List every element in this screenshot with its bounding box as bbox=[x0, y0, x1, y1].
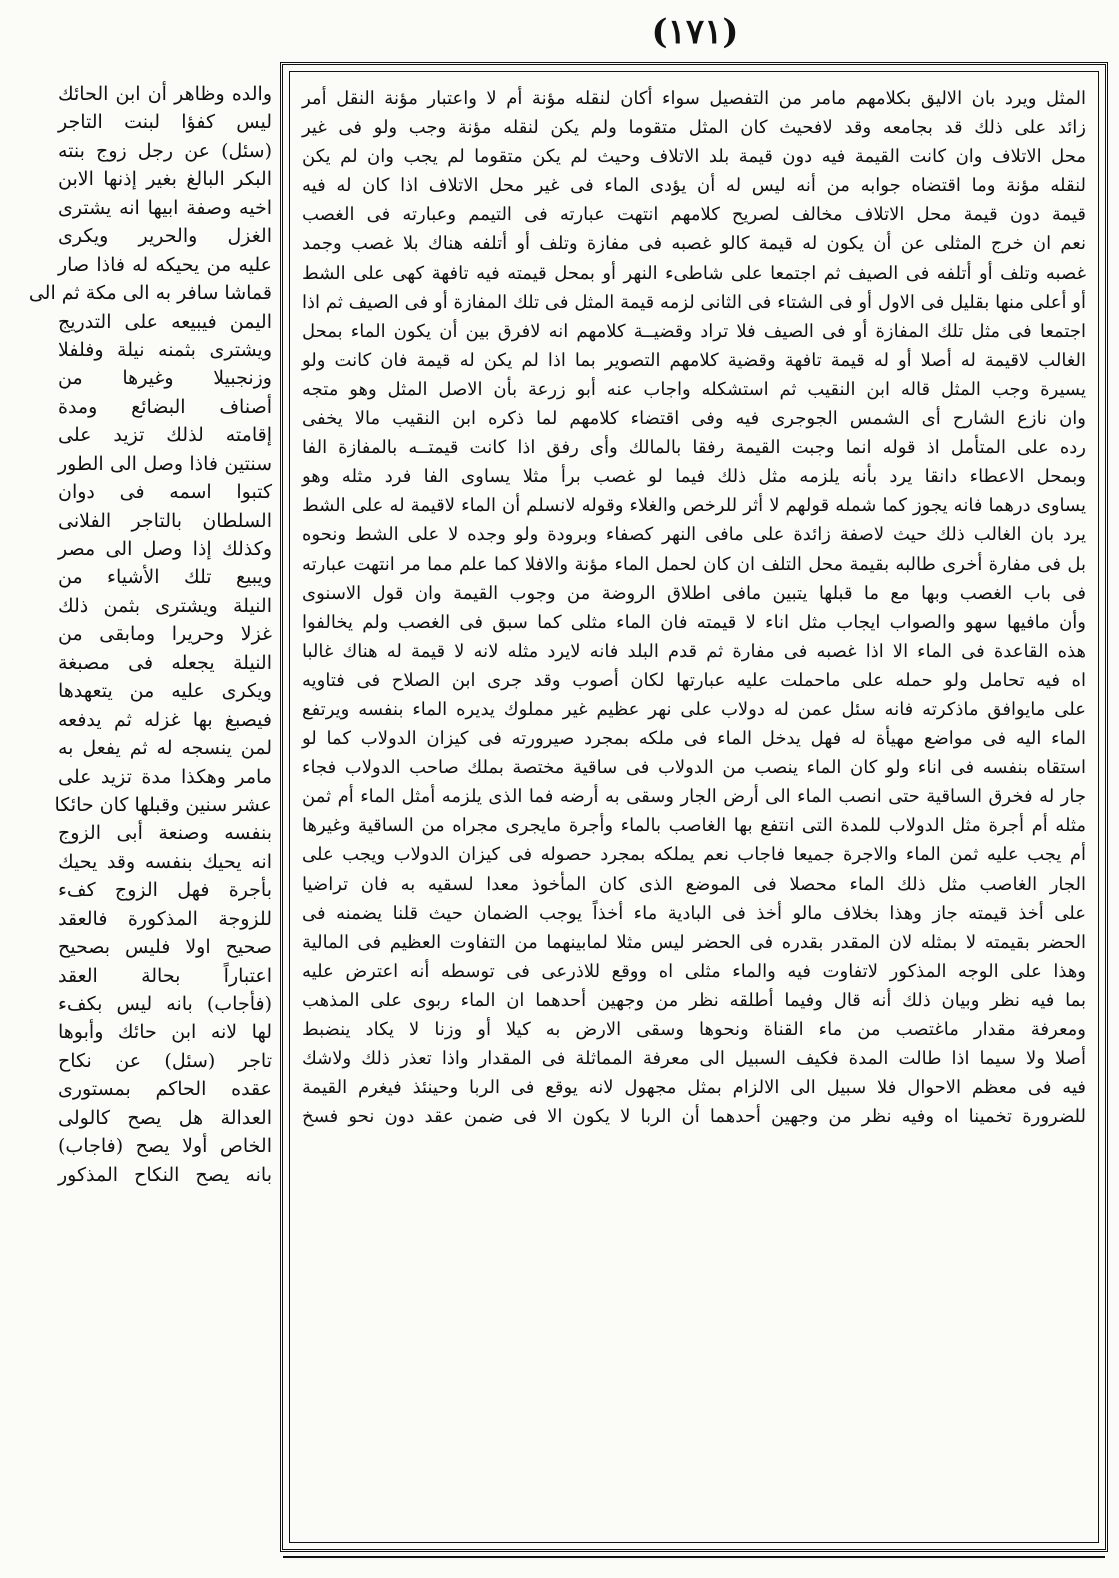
main-text-line: لنقله مؤنة وما اقتضاه جوابه من أنه ليس له أن يؤدى الماء فى غير محل الاتلاف اذا كان له فيه bbox=[302, 175, 1086, 197]
margin-text-line: الخاص أولا يصح (فاجاب) bbox=[58, 1135, 272, 1158]
main-text-line: مثله أم أجرة مثل الدولاب للمدة التى انتفع بها الغاصب بالماء وأجرة مايجرى مجراه من الساقية وغيرها bbox=[302, 815, 1086, 837]
margin-text-line: بنفسه وصنعة أبى الزوج bbox=[58, 822, 272, 845]
main-text-line: بما فيه نظر وبيان ذلك أنه قال وفيما أطلقه نظر من وجهين أحدهما ان الماء ربوى على المذهب bbox=[302, 989, 1086, 1011]
main-text-line: نعم ان خرج المثلى عن أن يكون له قيمة كالو غصبه فى مفازة وتلف أو أتلفه هناك بلا غصب وجمد bbox=[302, 233, 1086, 255]
margin-text-line: عقده الحاكم بمستورى bbox=[58, 1078, 272, 1101]
margin-text-line: للزوجة المذكورة فالعقد bbox=[58, 907, 272, 930]
margin-text-line: (فأجاب) بانه ليس بكفء bbox=[58, 993, 272, 1015]
main-text-line: اه فيه تحامل ولو حمله على ماحملت عليه عبارتها لكان أصوب وقد جرى ابن الصلاح فى فتاويه bbox=[302, 669, 1086, 691]
margin-text-line: ويبيع تلك الأشياء من bbox=[58, 566, 272, 589]
margin-text-line: أصناف البضائع ومدة bbox=[58, 395, 272, 418]
margin-text-line: ويكرى عليه من يتعهدها bbox=[58, 680, 272, 703]
main-text-line: الغالب لاقيمة له أصلا أو له قيمة تافهة وقضية كلامهم التصوير بما اذا لم يكن له قيمة فان كانت ولو bbox=[302, 349, 1086, 371]
main-text-line: وأن مافيها سهو والصواب ايجاب مثل اناء لا قيمته فان الماء مثلى كما سبق فى الغصب ولم يخالفوا bbox=[302, 611, 1086, 633]
margin-text-line: اخيه وصفة ابيها انه يشترى bbox=[58, 196, 272, 219]
main-text-line: ومعرفة مقدار ماغتصب من ماء القناة ونحوها وسقى الارض به كيلا أو وزنا لا يكاد ينضبط bbox=[302, 1019, 1086, 1040]
margin-text-line: صحيح اولا فليس بصحيح bbox=[58, 936, 272, 959]
main-text-line: وان نازع الشارح أى الشمس الجوجرى فيه وفى اقتضاء كلامهم لما ذكره ابن النقيب مالا يخفى bbox=[302, 408, 1086, 430]
main-text-line: محل الاتلاف وان كانت القيمة فيه دون قيمة بلد الاتلاف وحيث لم يكن متقوما لم يجب وان لم يكن bbox=[302, 146, 1086, 168]
main-text-line: رده على المتأمل اذ قوله انما وجبت القيمة رفقا بالمالك وأى رفق اذا كانت قيمتــه بالمفازة الفا bbox=[302, 437, 1086, 459]
main-text-line: وهذا على الوجه المذكور لاتفاوت فيه والماء مثلى اه ووقع للاذرعى فى توسطه أنه اعترض عليه bbox=[302, 960, 1086, 982]
margin-text-line: ويشترى بثمنه نيلة وفلفلا bbox=[58, 338, 272, 361]
margin-text-line: عليه من يحيكه له فاذا صار bbox=[58, 253, 272, 276]
margin-text-line: قماشا سافر به الى مكة ثم الى bbox=[28, 282, 272, 305]
main-text-line: هذه القاعدة فى الماء الا اذا غصبه فى مفارة ثم قدم البلد فانه لايرد مثله لانه لا قيمة له هناك غالبا bbox=[302, 640, 1086, 662]
main-text-line: يرد بان الغالب ذلك حيث لاصفة زائدة على مافى النهر كصفاء وبرودة ولو وجده لا على الشط ونحوه bbox=[302, 524, 1086, 546]
margin-text-line: لمن ينسجه له ثم يفعل به bbox=[58, 737, 272, 760]
main-text-line: على أخذ قيمته جاز وهذا بخلاف مالو أخذ فى البادية ماء أخذاً يوجب الضمان حيث قلنا يضمنه فى bbox=[302, 902, 1086, 924]
main-text-line: جار له فخرق الساقية حتى انصب الماء الى أرض الجار وسقى به أرضه فما الذى يلزمه أمثل الماء أم ثمن bbox=[302, 786, 1086, 808]
margin-text-line: النيلة ويشترى بثمن ذلك bbox=[58, 594, 272, 617]
margin-text-line: بأجرة فهل الزوج كفء bbox=[58, 879, 272, 902]
main-text-line: بل فى مفارة أخرى طالبه بقيمة محل التلف ان كان لحمل الماء مؤنة والافلا كما علم مما مر انتهت عبارته bbox=[302, 553, 1086, 575]
margin-text-line: اليمن فيبيعه على التدريج bbox=[58, 310, 272, 333]
main-text-line: غصبه وتلف أو أتلفه فى الصيف ثم اجتمعا على شاطىء النهر أو بمحل قيمته فيه تافهة كهى على الشط bbox=[302, 262, 1086, 284]
margin-text-line: غزلا وحريرا ومابقى من bbox=[58, 623, 272, 646]
main-text-line: قيمة دون قيمة محل الاتلاف مخالف لصريح كلامهم انتهت عبارته فى التيمم وعبارته فى الغصب bbox=[302, 204, 1086, 226]
main-text-body bbox=[289, 71, 1099, 1543]
margin-text-line: إقامته لذلك تزيد على bbox=[58, 424, 272, 447]
margin-text-line: سنتين فاذا وصل الى الطور bbox=[58, 452, 272, 475]
page-number: (١٧١) bbox=[651, 12, 739, 52]
main-text-line: الجار الغاصب مثل ذلك الماء محصلا فى الموضع الذى كان المأخوذ معدا لسقيه به فان تراضيا bbox=[302, 873, 1086, 895]
margin-text-line: (سئل) عن رجل زوج بنته bbox=[58, 139, 272, 162]
main-text-line: أصلا ولا سيما اذا طالت المدة فكيف السبيل الى معرفة المماثلة فى المقدار واذا تعذر ذلك ولاشك bbox=[302, 1048, 1086, 1070]
main-text-frame bbox=[280, 62, 1108, 1552]
margin-text-line: مامر وهكذا مدة تزيد على bbox=[58, 765, 272, 788]
margin-text-line: الغزل والحرير ويكرى bbox=[58, 225, 272, 248]
margin-text-line: وزنجبيلا وغيرها من bbox=[58, 367, 272, 390]
main-text-line: يساوى درهما فانه يجوز كما شمله قولهم لا أثر للرخص والغلاء وقوله لانسلم أن الماء لاقيمة له على الشط bbox=[302, 495, 1086, 517]
main-text-line: استقاه بنفسه فى اناء ولو كان الماء ينصب من الدولاب فى ساقية مختصة بملك صاحب الدولاب فجاء bbox=[302, 757, 1086, 779]
main-text-line: المثل ويرد بان الاليق بكلامهم مامر من التفصيل سواء أكان لنقله مؤنة أم لا واعتبار مؤنة النقل أمر bbox=[302, 88, 1086, 109]
main-text-line: فى باب الغصب وبها مع ما قبلها يتبين مافى اطلاق الروضة من وجوب القيمة وان قول الاسنوى bbox=[302, 582, 1086, 604]
main-text-line: وبمحل الاعطاء دانقا يرد بأنه يلزمه مثل ذلك فيما لو غصب برأ مثلا يساوى الفا فرد مثله وهو bbox=[302, 466, 1086, 488]
margin-text-line: السلطان بالتاجر الفلانى bbox=[58, 509, 272, 532]
main-text-line: الحضر بقيمته لا بمثله لان المقدر بقدره فى الحضر ليس مثلا لمابينهما من التفاوت العظيم فى المالية bbox=[302, 931, 1086, 953]
margin-text-line: العدالة هل يصح كالولى bbox=[58, 1106, 272, 1129]
margin-text-line: فيصبغ بها غزله ثم يدفعه bbox=[58, 708, 272, 731]
margin-text-line: بانه يصح النكاح المذكور bbox=[58, 1163, 272, 1186]
main-text-line: على مايوافق ماذكرته فانه سئل عمن له دولاب على نهر عظيم غير مملوك يديره الماء بنفسه ويرتفع bbox=[302, 698, 1086, 720]
margin-text-line: انه يحيك بنفسه وقد يحيك bbox=[58, 850, 272, 873]
main-text-line: اجتمعا فى مثل تلك المفازة أو فى الصيف فلا تراد وقضيــة كلامهم انه لافرق بين أن يكون الماء بمحل bbox=[302, 320, 1086, 342]
main-text-line: زائد على ذلك قد بجامعه وقد لافحيث كان المثل متقوما ولم يكن لنقله مؤنة وجب ولو فى غير bbox=[302, 117, 1086, 139]
margin-text-line: ليس كفؤا لبنت التاجر bbox=[58, 111, 272, 134]
margin-text-line: عشر سنين وقبلها كان حائكا bbox=[54, 793, 272, 816]
margin-text-line: والده وظاهر أن ابن الحائك bbox=[58, 83, 272, 105]
margin-text-line: البكر البالغ بغير إذنها الابن bbox=[58, 168, 272, 191]
margin-text-line: اعتباراً بحالة العقد bbox=[58, 964, 272, 987]
main-text-line: فيه فى معظم الاحوال فلا سبيل الى الالزام بمثل مجهول لانه يوقع فى الربا وحينئذ فيغرم القيمة bbox=[302, 1077, 1086, 1099]
margin-text-line: لها لانه ابن حائك وأبوها bbox=[58, 1021, 272, 1044]
margin-text-line: وكذلك إذا وصل الى مصر bbox=[58, 538, 272, 560]
main-text-line: للضرورة تخمينا اه وفيه نظر من وجهين أحدهما أن الربا لا يكون الا فى ضمن عقد دون نحو فسخ bbox=[302, 1106, 1086, 1128]
margin-text-line: كتبوا اسمه فى دوان bbox=[58, 481, 272, 504]
main-text-line: أو أعلى منها بقليل فى الاول أو فى الشتاء فى الثانى لزمه قيمة المثل فى تلك المفازة أو فى الصيف ثم اذا bbox=[302, 291, 1086, 313]
margin-text-line: تاجر (سئل) عن نكاح bbox=[58, 1049, 272, 1072]
main-text-line: الماء اليه فى مواضع مهيأة له فهل يدخل الماء فى ملكه بمجرد صيرورته فى كيزان الدولاب كما لو bbox=[302, 728, 1086, 750]
margin-text-line: النيلة يجعله فى مصبغة bbox=[58, 651, 272, 674]
bottom-rule bbox=[283, 1556, 1105, 1558]
margin-column bbox=[28, 80, 272, 1560]
main-text-line: يسيرة وجب المثل قاله ابن النقيب ثم استشكله واجاب عنه أبو زرعة بأن الاصل المثل وهو متجه bbox=[302, 378, 1086, 400]
main-text-line: أم يجب عليه ثمن الماء والاجرة جميعا فاجاب نعم يملكه بمجرد حصوله فى كيزان الدولاب ويجب على bbox=[302, 844, 1086, 866]
